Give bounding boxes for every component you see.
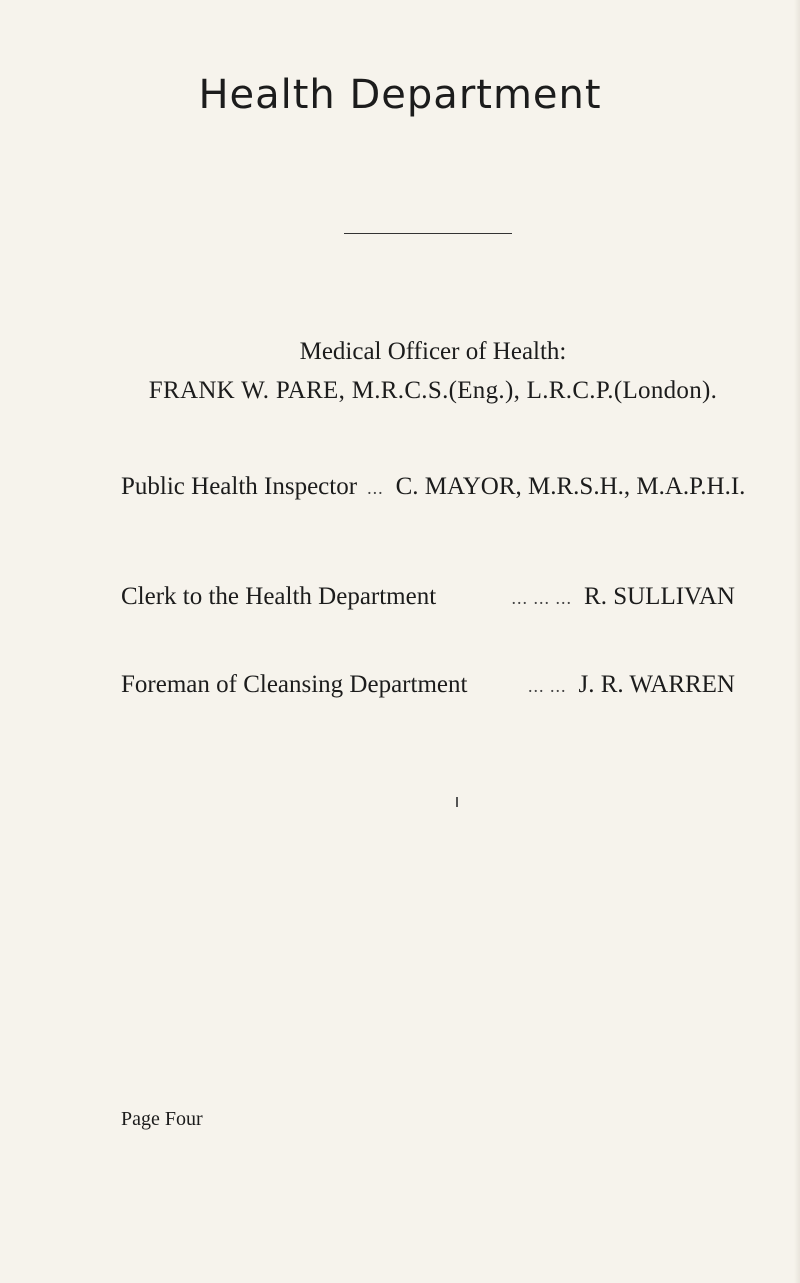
staff-person: R. SULLIVAN: [584, 583, 735, 610]
staff-row-public-health-inspector: [121, 473, 746, 501]
staff-role: Foreman of Cleansing Department: [121, 671, 468, 698]
page-footer: Page Four: [121, 1108, 203, 1130]
page-edge: [794, 0, 800, 1283]
officer-role: Medical Officer of Health:: [299, 338, 567, 365]
staff-person: C. MAYOR, M.R.S.H., M.A.P.H.I.: [395, 473, 746, 500]
staff-row-clerk: [121, 583, 735, 611]
staff-role: Clerk to the Health Department: [121, 583, 437, 610]
dot-leader: ... ... ...: [511, 588, 573, 608]
dot-leader: ... ...: [527, 676, 567, 696]
staff-person: J. R. WARREN: [578, 671, 735, 698]
dot-leader: ...: [367, 478, 384, 498]
staff-role: Public Health Inspector: [121, 473, 358, 500]
title-divider: [344, 233, 512, 234]
page-title: Health Department: [198, 72, 602, 118]
stray-ink-mark: [456, 797, 458, 807]
officer-name: FRANK W. PARE, M.R.C.S.(Eng.), L.R.C.P.(London).: [148, 377, 718, 404]
staff-row-foreman: [121, 671, 735, 699]
